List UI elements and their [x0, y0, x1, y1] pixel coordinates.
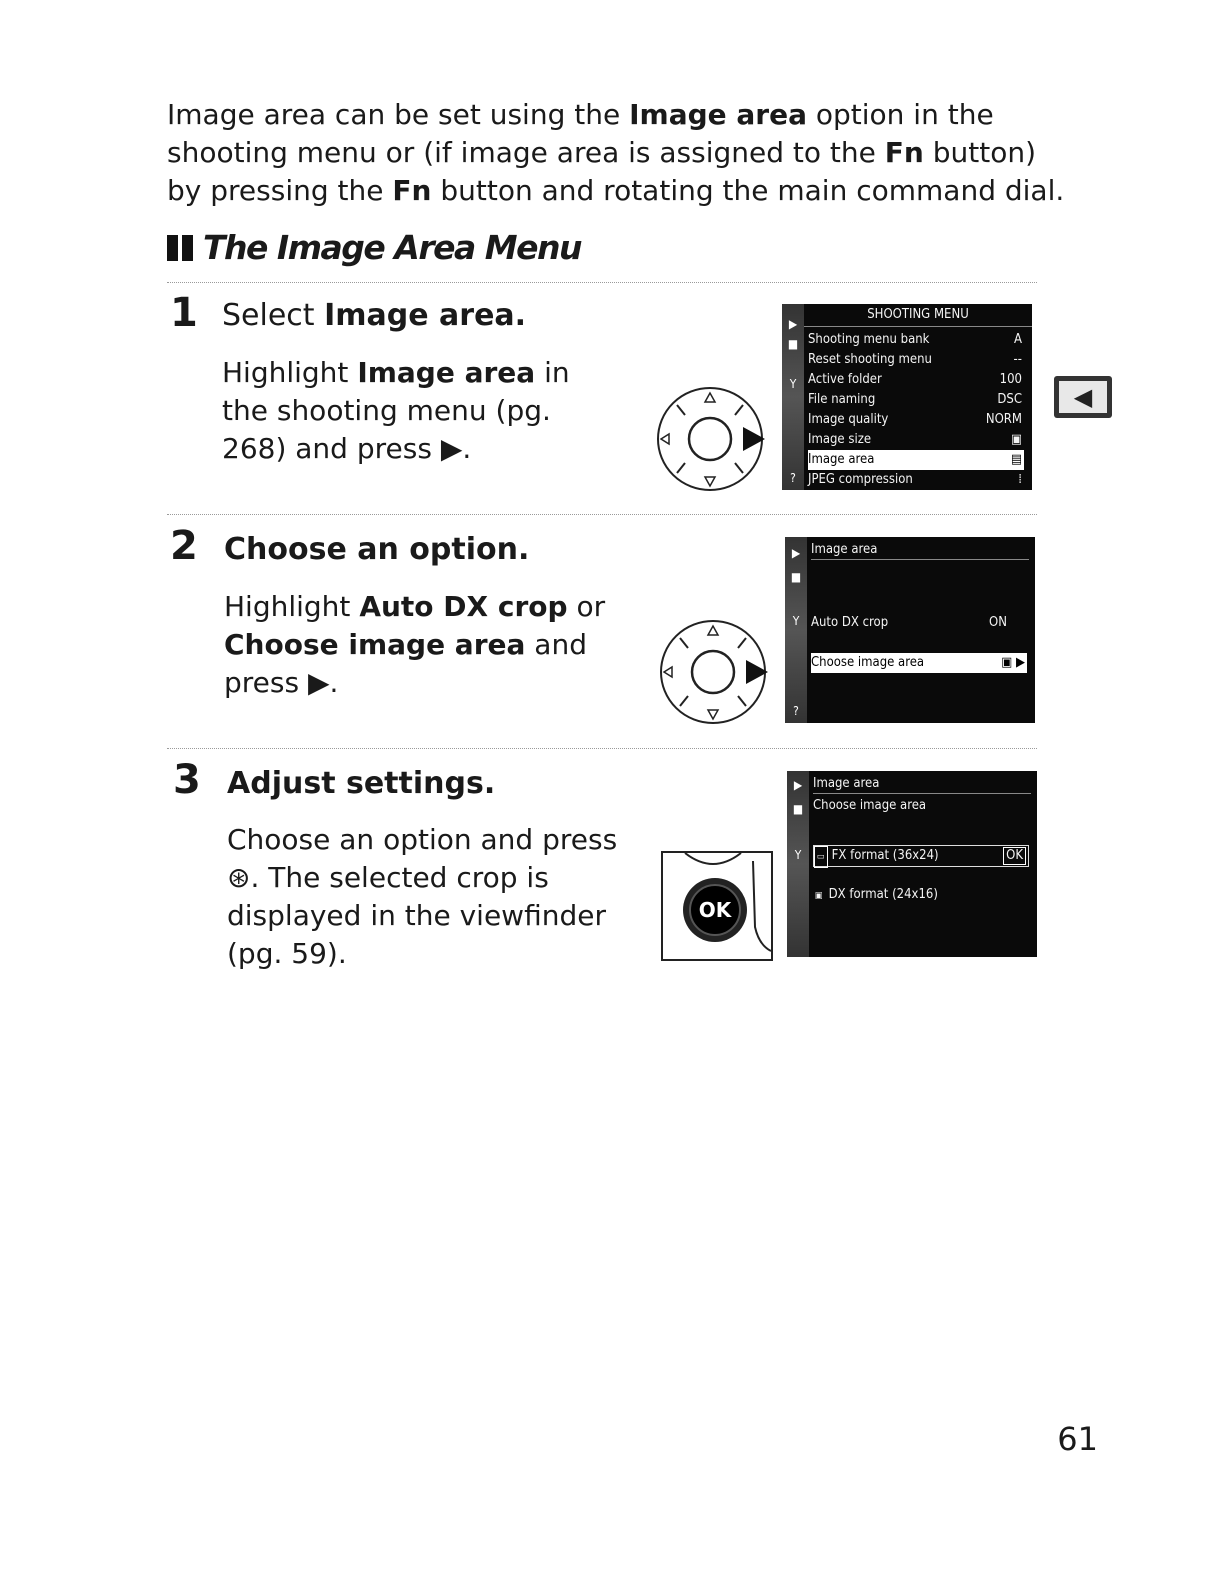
menu-row[interactable]: Image size ▣: [808, 432, 1022, 447]
step-1-body: Highlight Image area in the shooting menu (pg. 268) and press ▶.: [222, 356, 570, 465]
menu-row[interactable]: Image quality NORM: [808, 412, 1022, 427]
dx-icon: ▣: [815, 891, 823, 901]
menu-row-selected[interactable]: ▭ FX format (36x24) OK: [813, 845, 1029, 867]
screen-header: Image area: [813, 775, 1031, 794]
right-arrow-icon: ▶: [440, 432, 463, 465]
menu-row[interactable]: File naming DSC: [808, 392, 1022, 407]
ok-button-label: OK: [698, 898, 732, 922]
camera-icon: ■: [792, 802, 804, 816]
divider: [167, 282, 1037, 283]
menu-row[interactable]: Reset shooting menu --: [808, 352, 1022, 367]
image-area-screen: [785, 537, 1035, 723]
step-3-body: Choose an option and press ⊛. The selected crop is displayed in the viewfinder (pg. 59).: [227, 823, 618, 970]
help-icon: ?: [790, 471, 796, 485]
menu-sidebar: [785, 537, 807, 723]
step-1-number: 1: [170, 290, 198, 336]
divider: [167, 514, 1037, 515]
multi-selector-dial: [658, 618, 770, 726]
menu-row[interactable]: Auto DX crop ON: [811, 615, 1007, 630]
shooting-menu-screen: [782, 304, 1032, 490]
intro-text: button) by pressing the: [167, 136, 1037, 207]
intro-text: button and rotating the main command dial.: [431, 174, 1065, 207]
step-2-title: Choose an option.: [224, 532, 530, 567]
intro-bold-fn: Fn: [884, 136, 924, 169]
ok-button-illustration: [661, 851, 773, 961]
shooting-tab-icon: ◀: [1054, 376, 1112, 418]
step-2-body: Highlight Auto DX crop or Choose image area and press ▶.: [224, 590, 606, 699]
section-marker-icon: [167, 235, 195, 261]
screen-header: Image area: [811, 541, 1029, 560]
playback-icon: ▶: [791, 546, 801, 560]
wrench-icon: Y: [792, 614, 800, 628]
right-arrow-icon: ▶: [307, 666, 330, 699]
intro-bold-fn: Fn: [392, 174, 432, 207]
intro-bold-image-area: Image area: [629, 98, 807, 131]
step-2-number: 2: [170, 523, 198, 569]
wrench-icon: Y: [789, 377, 797, 391]
intro-text: option in the shooting menu or (if image area is assigned to the: [167, 98, 994, 169]
menu-row-selected[interactable]: Choose image area ▣ ▶: [811, 653, 1027, 673]
menu-row[interactable]: Shooting menu bank A: [808, 332, 1022, 347]
step-1-title: Select Image area.: [222, 298, 527, 333]
ok-button-icon: ⊛: [227, 861, 251, 894]
playback-icon: ▶: [788, 317, 798, 331]
step-3-title: Adjust settings.: [227, 766, 496, 801]
camera-icon: ■: [787, 337, 799, 351]
playback-icon: ▶: [793, 778, 803, 792]
menu-row[interactable]: Active folder 100: [808, 372, 1022, 387]
menu-sidebar: [787, 771, 809, 957]
menu-row[interactable]: ▣ DX format (24x16): [813, 885, 1029, 905]
choose-image-area-screen: [787, 771, 1037, 957]
page-number: 61: [1057, 1420, 1098, 1458]
camera-icon: ■: [790, 570, 802, 584]
step-3-number: 3: [173, 757, 201, 803]
divider: [167, 748, 1037, 749]
multi-selector-dial: [655, 385, 767, 493]
intro-paragraph: [167, 96, 1067, 210]
help-icon: ?: [793, 704, 799, 718]
wrench-icon: Y: [794, 848, 802, 862]
menu-row[interactable]: JPEG compression ⁞: [808, 472, 1022, 487]
fx-icon: ▭: [814, 846, 828, 868]
section-title-text: The Image Area Menu: [203, 228, 581, 267]
intro-text: Image area can be set using the: [167, 98, 630, 131]
section-title: [167, 228, 581, 267]
screen-subheader: Choose image area: [813, 798, 927, 813]
menu-header: SHOOTING MENU: [804, 304, 1032, 327]
menu-row-selected[interactable]: Image area ▤: [808, 450, 1024, 470]
